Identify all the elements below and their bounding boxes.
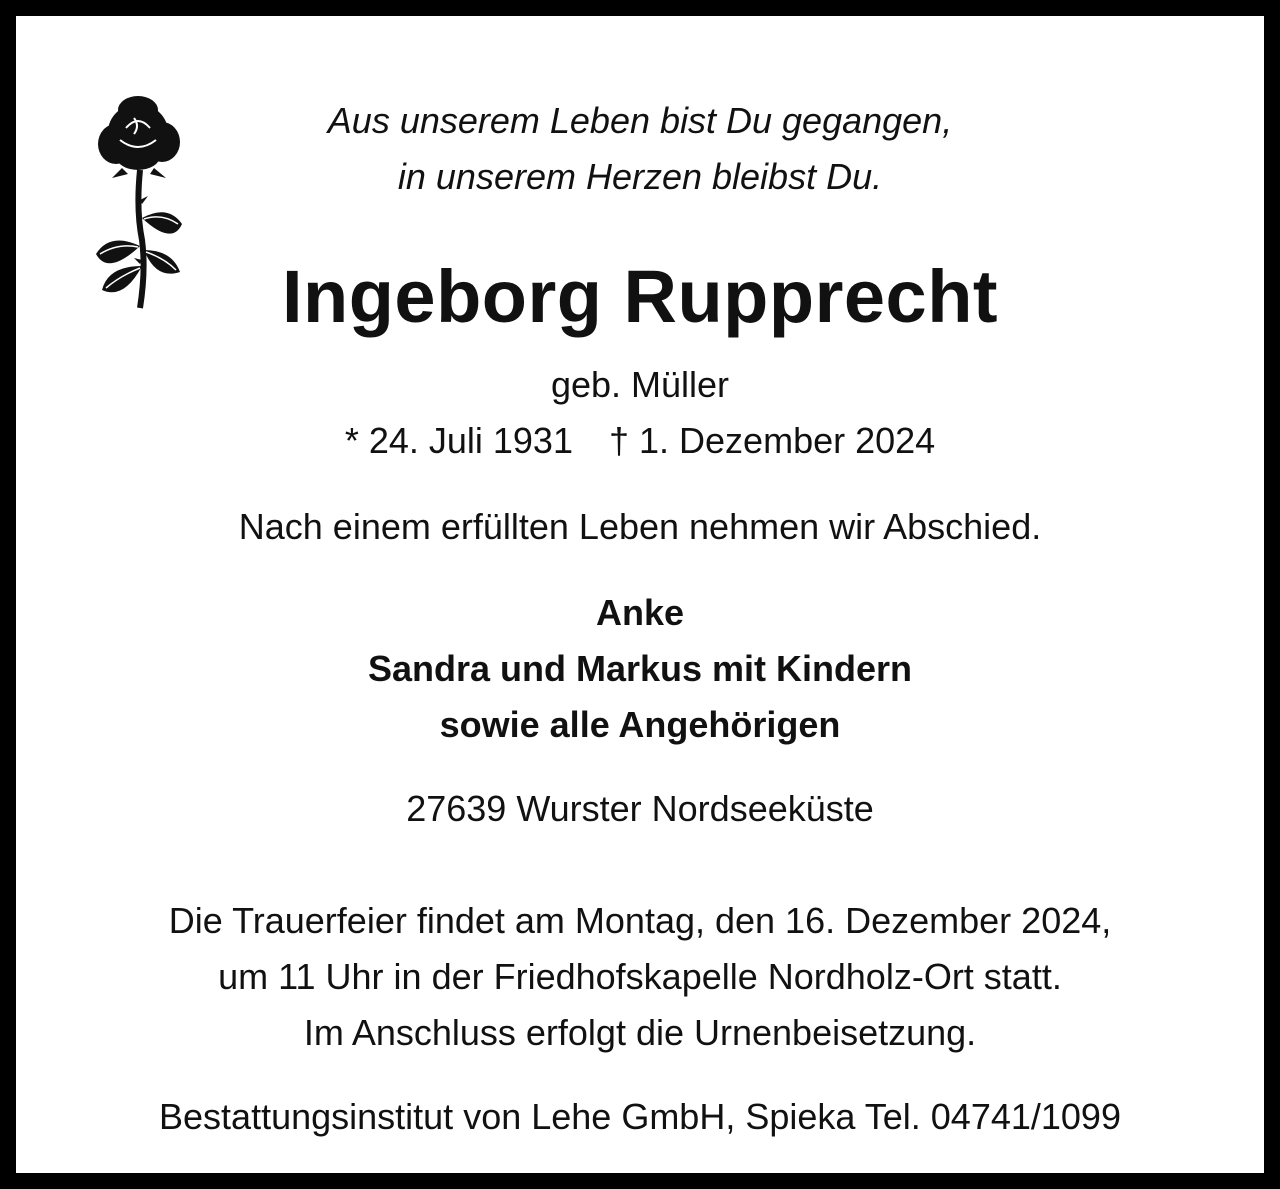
mourner-line: Anke: [595, 592, 685, 633]
mourner-line: Sandra und Markus mit Kindern: [367, 648, 913, 689]
verse-line-2: in unserem Herzen bleibst Du.: [397, 156, 883, 197]
birth-date: * 24. Juli 1931: [344, 420, 573, 461]
farewell-text: Nach einem erfüllten Leben nehmen wir Abschied.: [238, 506, 1042, 547]
funeral-home: Bestattungsinstitut von Lehe GmbH, Spieka Tel. 04741/1099: [159, 1096, 1121, 1137]
obituary-card: [16, 16, 1264, 1173]
verse-line-1: Aus unserem Leben bist Du gegangen,: [327, 100, 953, 141]
location-text: 27639 Wurster Nordseeküste: [406, 788, 874, 829]
service-line-1: Die Trauerfeier findet am Montag, den 16. Dezember 2024,: [168, 900, 1112, 941]
service-line-2: um 11 Uhr in der Friedhofskapelle Nordholz-Ort statt.: [218, 956, 1062, 997]
mourner-line: sowie alle Angehörigen: [439, 704, 841, 745]
birth-name: geb. Müller: [550, 364, 730, 405]
death-date: † 1. Dezember 2024: [608, 420, 936, 461]
service-line-3: Im Anschluss erfolgt die Urnenbeisetzung.: [303, 1012, 977, 1053]
deceased-name: Ingeborg Rupprecht: [281, 255, 999, 338]
life-dates: [16, 420, 1264, 462]
